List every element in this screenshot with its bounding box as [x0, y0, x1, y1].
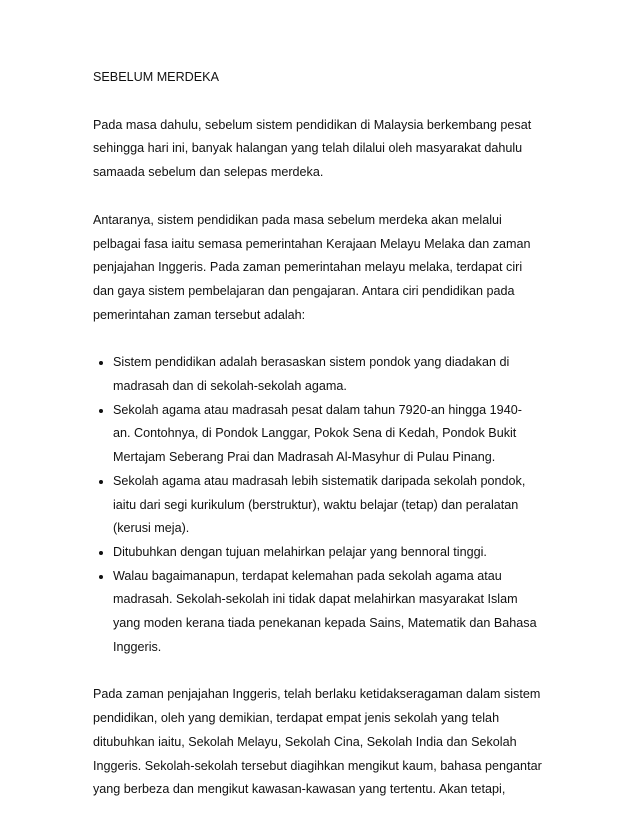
paragraph-line: penjajahan Inggeris. Pada zaman pemerintahan melayu melaka, terdapat ciri: [93, 260, 523, 275]
paragraph-line: pendidikan, oleh yang demikian, terdapat empat jenis sekolah yang telah: [93, 711, 500, 726]
list-item-line: Walau bagaimanapun, terdapat kelemahan pada sekolah agama atau: [113, 568, 502, 583]
paragraph-line: Pada masa dahulu, sebelum sistem pendidikan di Malaysia berkembang pesat: [93, 117, 532, 132]
paragraph-line: pemerintahan zaman tersebut adalah:: [93, 307, 306, 322]
paragraph-line: ditubuhkan iaitu, Sekolah Melayu, Sekolah Cina, Sekolah India dan Sekolah: [93, 734, 517, 749]
paragraph-line: samaada sebelum dan selepas merdeka.: [93, 165, 324, 180]
list-item-line: iaitu dari segi kurikulum (berstruktur), waktu belajar (tetap) dan peralatan: [113, 497, 519, 512]
list-item-line: Mertajam Seberang Prai dan Madrasah Al-Masyhur di Pulau Pinang.: [113, 450, 496, 465]
bullet-list: [93, 351, 553, 659]
list-item: [94, 399, 553, 470]
bullet-icon: [99, 575, 103, 579]
list-item-line: Ditubuhkan dengan tujuan melahirkan pelajar yang bennoral tinggi.: [113, 544, 487, 559]
paragraph-line: Antaranya, sistem pendidikan pada masa sebelum merdeka akan melalui: [93, 212, 502, 227]
paragraph-line: pelbagai fasa iaitu semasa pemerintahan Kerajaan Melayu Melaka dan zaman: [93, 236, 531, 251]
list-item: [94, 565, 553, 660]
paragraph-line: dan gaya sistem pembelajaran dan pengajaran. Antara ciri pendidikan pada: [93, 283, 515, 298]
list-item-line: (kerusi meja).: [113, 521, 190, 536]
bullet-icon: [99, 409, 103, 413]
paragraph-antaranya: [93, 209, 553, 328]
bullet-icon: [99, 361, 103, 365]
paragraph-line: sehingga hari ini, banyak halangan yang telah dilalui oleh masyarakat dahulu: [93, 141, 523, 156]
list-item-line: an. Contohnya, di Pondok Langgar, Pokok Sena di Kedah, Pondok Bukit: [113, 426, 517, 441]
list-item-line: Sekolah agama atau madrasah lebih sistematik daripada sekolah pondok,: [113, 473, 526, 488]
bullet-icon: [99, 480, 103, 484]
list-item: [94, 470, 553, 541]
list-item-line: yang moden kerana tiada penekanan kepada Sains, Matematik dan Bahasa: [113, 616, 537, 631]
list-item-line: Inggeris.: [113, 639, 162, 654]
paragraph-penjajahan: [93, 683, 553, 802]
list-item-line: madrasah dan di sekolah-sekolah agama.: [113, 379, 347, 394]
list-item-line: Sistem pendidikan adalah berasaskan sistem pondok yang diadakan di: [113, 355, 510, 370]
paragraph-intro: [93, 114, 553, 185]
list-item: [94, 541, 553, 565]
paragraph-line: yang berbeza dan mengikut kawasan-kawasan yang tertentu. Akan tetapi,: [93, 782, 506, 797]
list-item-line: Sekolah agama atau madrasah pesat dalam tahun 7920-an hingga 1940-: [113, 402, 522, 417]
paragraph-line: Pada zaman penjajahan Inggeris, telah berlaku ketidakseragaman dalam sistem: [93, 687, 541, 702]
document-heading: SEBELUM MERDEKA: [93, 70, 219, 84]
list-item-line: madrasah. Sekolah-sekolah ini tidak dapat melahirkan masyarakat Islam: [113, 592, 518, 607]
paragraph-line: Inggeris. Sekolah-sekolah tersebut diagihkan mengikut kaum, bahasa pengantar: [93, 758, 542, 773]
list-item: [94, 351, 553, 398]
document-page: [93, 66, 553, 826]
bullet-icon: [99, 551, 103, 555]
